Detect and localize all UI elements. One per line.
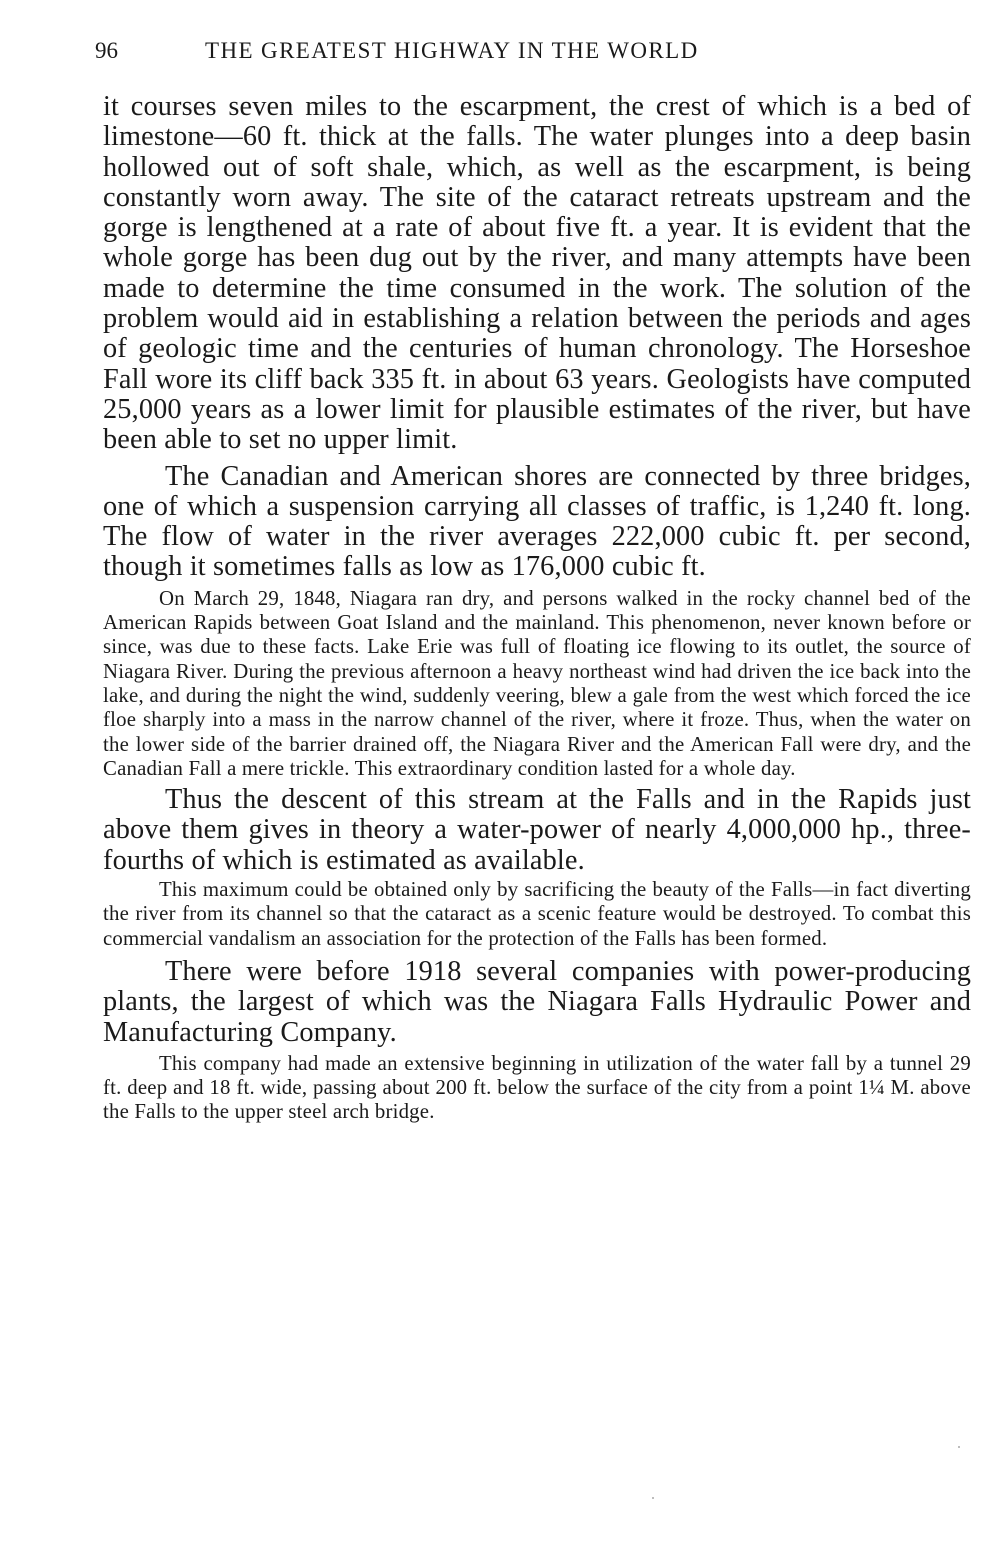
paragraph-water-power: Thus the descent of this stream at the Falls and in the Rapids just above them gives in theory a water-power of nearly 4,000,000 hp., three-fourths of which is estimated as available. [103,784,971,876]
running-head [95,38,971,72]
running-title: THE GREATEST HIGHWAY IN THE WORLD [205,38,699,63]
paragraph-bridges: The Canadian and American shores are connected by three bridges, one of which a suspension carrying all classes of traffic, is 1,240 ft. long. The flow of water in the river averages 222,000 cubic ft. per second, though it sometimes falls as low as 176,000 cubic ft. [103,460,971,583]
page-number: 96 [95,38,118,63]
note-tunnel: This company had made an extensive beginning in utilization of the water fall by a tunnel 29 ft. deep and 18 ft. wide, passing about 200 ft. below the surface of the city from a point 1¼ M. above the Falls to the upper steel arch bridge. [103,1051,971,1124]
paragraph-gorge-erosion: it courses seven miles to the escarpment, the crest of which is a bed of limestone—60 ft. thick at the falls. The water plunges into a deep basin hollowed out of soft shale, which, as well as the escarpment, is being constantly worn away. The site of the cataract retreats upstream and the gorge is lengthened at a rate of about five ft. a year. It is evident that the whole gorge has been dug out by the river, and many attempts have been made to determine the time consumed in the work. The solution of the problem would aid in establishing a relation between the periods and ages of geologic time and the centuries of human chronology. The Horseshoe Fall wore its cliff back 335 ft. in about 63 years. Geologists have computed 25,000 years as a lower limit for plausible estimates of the river, but have been able to set no upper limit. [103,91,971,456]
paper-speck [652,1497,654,1499]
note-beauty-of-falls: This maximum could be obtained only by sacrificing the beauty of the Falls—in fact diverting the river from its channel so that the cataract as a scenic feature would be destroyed. To combat this commercial vandalism an association for the protection of the Falls has been formed. [103,878,971,950]
book-page [95,38,971,1127]
paper-speck [958,1446,960,1448]
paragraph-power-companies: There were before 1918 several companies with power-producing plants, the largest of which was the Niagara Falls Hydraulic Power and Manufacturing Company. [103,955,971,1048]
note-niagara-ran-dry: On March 29, 1848, Niagara ran dry, and persons walked in the rocky channel bed of the American Rapids between Goat Island and the mainland. This phenomenon, never known before or since, was due to these facts. Lake Erie was full of floating ice flowing to its outlet, the source of Niagara River. During the previous afternoon a heavy northeast wind had driven the ice back into the lake, and during the night the wind, suddenly veering, blew a gale from the west which forced the ice floe sharply into a mass in the narrow channel of the river, where it froze. Thus, when the water on the lower side of the barrier drained off, the Niagara River and the American Fall were dry, and the Canadian Fall a mere trickle. This extraordinary condition lasted for a whole day. [103,586,971,780]
